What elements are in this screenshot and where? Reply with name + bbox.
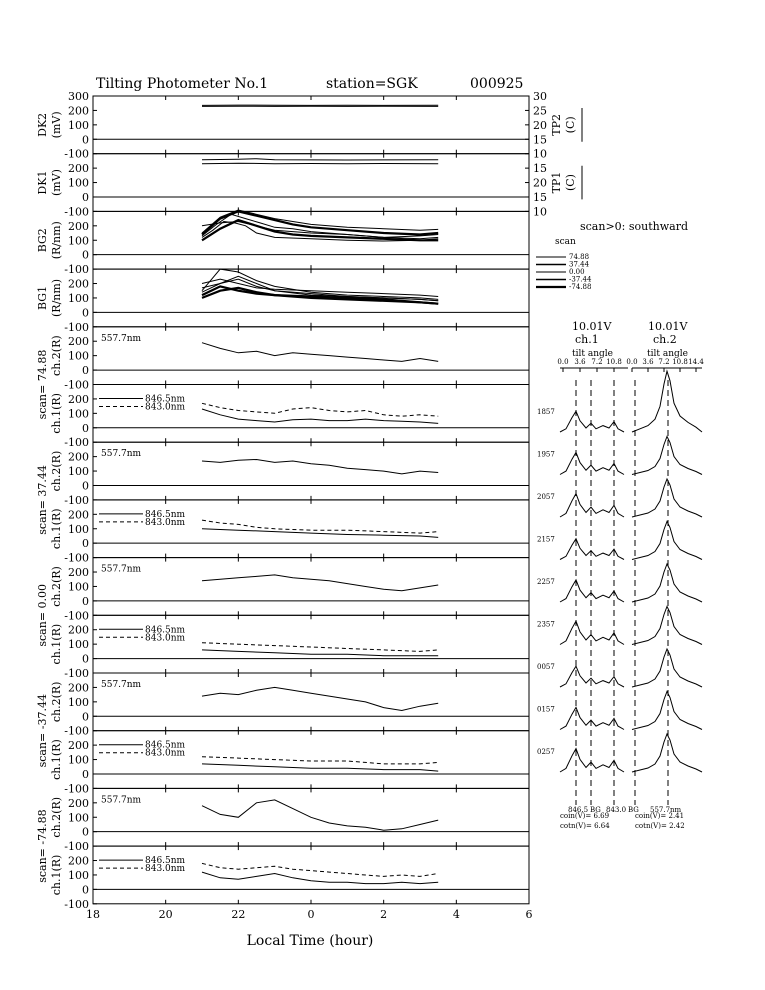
profile-time-label: 0157 xyxy=(537,705,555,714)
y-axis-label: ch.1(R) xyxy=(50,623,63,665)
panel-frame xyxy=(93,442,529,500)
legend-label-846: 846.5nm xyxy=(145,856,186,867)
y-tick-label: 100 xyxy=(68,465,89,479)
ch2-profile xyxy=(632,734,702,772)
profile-time-label: 2157 xyxy=(537,535,555,544)
y-tick-label: 200 xyxy=(68,335,89,349)
right-tick-label: 20 xyxy=(533,176,547,190)
profile-bottom-label: 843.0 xyxy=(606,806,627,814)
right-tick-label: 10 xyxy=(533,147,547,161)
y-tick-label: 0 xyxy=(82,133,89,147)
y-tick-label: 100 xyxy=(68,349,89,363)
y-tick-label: 0 xyxy=(82,710,89,724)
y-tick-label: 100 xyxy=(68,695,89,709)
time-axis xyxy=(86,908,533,921)
panel-frame xyxy=(93,846,529,904)
y-tick-label: 100 xyxy=(68,234,89,248)
scan-legend-entry: 37.44 xyxy=(569,260,590,269)
y-tick-label: -100 xyxy=(64,724,89,738)
profile-bottom-label: 846.5 xyxy=(568,806,589,814)
scan-legend-entry: 74.88 xyxy=(569,253,590,261)
y-axis-label: ch.2(R) xyxy=(50,450,63,492)
profile-bottom-label: 557.7nm xyxy=(650,806,682,814)
scan-legend-entry: -74.88 xyxy=(569,283,592,291)
y-tick-label: 0 xyxy=(82,594,89,608)
y-tick-label: -100 xyxy=(64,897,89,911)
legend-label-846: 846.5nm xyxy=(145,394,186,405)
scan-legend-title: scan>0: southward xyxy=(580,220,688,233)
y-tick-label: -100 xyxy=(64,147,89,161)
right-axis-unit: (C) xyxy=(564,116,577,134)
right-tick-label: 15 xyxy=(533,162,547,176)
ch2-profile xyxy=(632,522,702,560)
series-line xyxy=(202,403,438,416)
series-line xyxy=(202,163,438,164)
y-tick-label: 200 xyxy=(68,104,89,118)
y-tick-label: 0 xyxy=(82,652,89,666)
ch2-profile xyxy=(632,649,702,687)
y-axis-label: BG2 xyxy=(36,228,49,253)
wavelength-annotation: 557.7nm xyxy=(101,449,142,460)
y-axis-label: ch.1(R) xyxy=(50,508,63,550)
profile-bottom-label: BG xyxy=(628,806,639,814)
profile-time-label: 2357 xyxy=(537,620,555,629)
y-tick-label: 100 xyxy=(68,291,89,305)
series-line xyxy=(202,643,438,652)
y-tick-label: 100 xyxy=(68,407,89,421)
panel-dk1 xyxy=(36,154,582,219)
x-tick-label: 22 xyxy=(231,907,246,921)
wavelength-annotation: 557.7nm xyxy=(101,795,142,806)
legend-label-843: 843.0nm xyxy=(145,402,186,413)
series-line xyxy=(202,863,438,876)
series-line xyxy=(202,211,438,234)
scan-legend xyxy=(536,220,688,291)
profile-time-label: 0257 xyxy=(537,748,555,756)
y-tick-label: 0 xyxy=(82,190,89,204)
series-line xyxy=(202,575,438,591)
legend-label-843: 843.0nm xyxy=(145,864,186,875)
y-axis-label: ch.1(R) xyxy=(50,854,63,896)
y-axis-label: DK1 xyxy=(36,170,49,195)
panel-frame xyxy=(93,500,529,558)
ch2-tilt-tick: 10.8 xyxy=(672,358,688,366)
series-line xyxy=(202,800,438,830)
scan-group-label: scan= -37.44 xyxy=(36,694,49,768)
ch1-coefficient-1: coin(V)= 6.69 xyxy=(560,812,610,820)
profile-time-label: 1857 xyxy=(537,408,555,416)
y-tick-label: -100 xyxy=(64,263,89,277)
panel-frame xyxy=(93,96,529,154)
ch2-coefficient-1: coin(V)= 2.41 xyxy=(635,812,685,820)
figure-title: Tilting Photometer No.1 xyxy=(96,76,269,92)
x-tick-label: 6 xyxy=(525,907,533,921)
right-axis-label: TP1 xyxy=(550,171,563,194)
series-line xyxy=(202,764,438,771)
y-tick-label: 0 xyxy=(82,537,89,551)
y-axis-unit: (R/nm) xyxy=(50,278,63,317)
y-tick-label: 200 xyxy=(68,219,89,233)
y-tick-label: -100 xyxy=(64,320,89,334)
y-tick-label: -100 xyxy=(64,551,89,565)
y-axis-unit: (mV) xyxy=(50,169,63,197)
y-tick-label: 300 xyxy=(68,90,89,103)
y-tick-label: 200 xyxy=(68,854,89,868)
profile-time-label: 2057 xyxy=(537,493,555,501)
ch2-profile xyxy=(632,564,702,602)
panel-s3_ch2 xyxy=(36,558,529,647)
y-tick-label: 0 xyxy=(82,306,89,320)
ch2-label: ch.2 xyxy=(653,333,677,346)
panel-frame xyxy=(93,327,529,385)
ch1-axis-label: tilt angle xyxy=(572,349,613,359)
y-tick-label: 200 xyxy=(68,796,89,810)
series-line xyxy=(202,872,438,884)
y-tick-label: 200 xyxy=(68,162,89,176)
panel-s2_ch1 xyxy=(50,500,529,565)
ch2-profile xyxy=(632,692,702,730)
y-tick-label: 100 xyxy=(68,753,89,767)
panel-frame xyxy=(93,731,529,789)
ch1-tilt-tick: 10.8 xyxy=(606,358,622,366)
y-tick-label: 200 xyxy=(68,623,89,637)
right-axis-label: TP2 xyxy=(550,113,563,136)
y-tick-label: 200 xyxy=(68,277,89,291)
y-axis-label: ch.1(R) xyxy=(50,393,63,434)
series-line xyxy=(202,460,438,474)
y-tick-label: -100 xyxy=(64,493,89,507)
y-tick-label: 200 xyxy=(68,566,89,580)
right-tick-label: 20 xyxy=(533,118,547,132)
right-tick-label: 25 xyxy=(533,104,547,118)
panel-s1_ch2 xyxy=(36,327,529,420)
panel-frame xyxy=(93,558,529,616)
panel-frame xyxy=(93,615,529,673)
y-axis-label: ch.2(R) xyxy=(50,796,63,838)
y-tick-label: 200 xyxy=(68,681,89,695)
ch1-tilt-tick: 7.2 xyxy=(591,358,603,366)
panel-stack xyxy=(36,90,582,911)
legend-label-846: 846.5nm xyxy=(145,509,186,520)
right-tick-label: 15 xyxy=(533,133,547,147)
y-tick-label: 0 xyxy=(82,767,89,781)
x-tick-label: 0 xyxy=(307,907,315,921)
right-tick-label: 10 xyxy=(533,205,547,219)
x-tick-label: 2 xyxy=(380,907,388,921)
y-tick-label: 0 xyxy=(82,421,89,435)
panel-bg1 xyxy=(36,269,529,334)
y-tick-label: -100 xyxy=(64,205,89,219)
x-tick-label: 4 xyxy=(452,907,460,921)
y-axis-label: ch.2(R) xyxy=(50,681,63,723)
series-line xyxy=(202,650,438,656)
y-tick-label: 0 xyxy=(82,479,89,493)
profile-time-label: 2257 xyxy=(537,578,555,586)
y-tick-label: 100 xyxy=(68,118,89,132)
y-tick-label: -100 xyxy=(64,667,89,680)
panel-s4_ch2 xyxy=(36,673,529,767)
profile-time-label: 0057 xyxy=(537,663,555,671)
ch2-tilt-tick: 14.4 xyxy=(688,358,704,366)
scan-group-label: scan= 74.88 xyxy=(36,349,49,420)
ch2-tilt-tick: 7.2 xyxy=(658,358,670,366)
legend-label-846: 846.5nm xyxy=(145,740,186,751)
x-axis-label: Local Time (hour) xyxy=(246,933,374,949)
ch1-tilt-tick: 0.0 xyxy=(557,358,569,366)
ch2-axis-label: tilt angle xyxy=(647,349,688,359)
y-tick-label: 100 xyxy=(68,580,89,594)
y-tick-label: 0 xyxy=(82,248,89,262)
x-tick-label: 18 xyxy=(86,907,100,921)
panel-dk2 xyxy=(36,90,582,161)
right-tick-label: 30 xyxy=(533,90,547,103)
date-label: 000925 xyxy=(470,76,524,92)
ch2-coefficient-2: cotn(V)= 2.42 xyxy=(635,822,685,830)
panel-frame xyxy=(93,673,529,731)
y-tick-label: -100 xyxy=(64,436,89,450)
y-axis-label: ch.2(R) xyxy=(50,335,63,376)
legend-label-843: 843.0nm xyxy=(145,517,186,528)
profile-time-label: 1957 xyxy=(537,450,555,459)
ch1-coefficient-2: cotn(V)= 6.64 xyxy=(560,822,610,830)
y-tick-label: 0 xyxy=(82,364,89,378)
y-axis-unit: (R/nm) xyxy=(50,221,63,260)
station-label: station=SGK xyxy=(326,76,418,92)
y-tick-label: 100 xyxy=(68,176,89,190)
ch2-profile xyxy=(632,371,702,432)
y-tick-label: 100 xyxy=(68,522,89,536)
ch1-scale: 10.01V xyxy=(572,320,612,333)
y-tick-label: 200 xyxy=(68,450,89,464)
panel-s5_ch1 xyxy=(50,846,529,911)
series-line xyxy=(202,687,438,710)
y-axis-unit: (mV) xyxy=(50,111,63,139)
panel-frame xyxy=(93,211,529,269)
y-axis-label: ch.2(R) xyxy=(50,566,63,607)
wavelength-annotation: 557.7nm xyxy=(101,564,142,575)
scan-group-label: scan= -74.88 xyxy=(36,809,49,883)
ch2-profile xyxy=(632,607,702,645)
series-line xyxy=(202,529,438,538)
y-axis-label: BG1 xyxy=(36,285,49,310)
y-axis-label: DK2 xyxy=(36,112,49,137)
y-tick-label: 0 xyxy=(82,883,89,897)
profile-bottom-label: BG xyxy=(590,806,601,814)
scan-legend-header: scan xyxy=(555,237,576,247)
tilt-profiles xyxy=(537,320,704,830)
panel-s3_ch1 xyxy=(50,615,529,680)
legend-label-843: 843.0nm xyxy=(145,748,186,759)
series-line xyxy=(202,343,438,362)
y-tick-label: 100 xyxy=(68,638,89,652)
panel-s2_ch2 xyxy=(36,442,529,535)
panel-s5_ch2 xyxy=(36,788,529,882)
y-tick-label: 100 xyxy=(68,868,89,882)
panel-frame xyxy=(93,154,529,212)
ch2-profile xyxy=(632,479,702,517)
series-line xyxy=(202,520,438,533)
legend-label-846: 846.5nm xyxy=(145,625,186,636)
right-tick-label: 15 xyxy=(533,190,547,204)
scan-legend-entry: 0.00 xyxy=(569,268,585,276)
series-line xyxy=(202,159,438,160)
y-tick-label: 200 xyxy=(68,392,89,406)
y-tick-label: -100 xyxy=(64,782,89,796)
scan-group-label: scan= 37.44 xyxy=(36,465,49,535)
panel-s4_ch1 xyxy=(50,731,529,796)
y-tick-label: -100 xyxy=(64,609,89,623)
series-line xyxy=(202,757,438,764)
panel-s1_ch1 xyxy=(50,385,529,450)
wavelength-annotation: 557.7nm xyxy=(101,680,142,690)
y-tick-label: -100 xyxy=(64,840,89,854)
y-tick-label: 100 xyxy=(68,811,89,825)
y-tick-label: 0 xyxy=(82,825,89,839)
x-tick-label: 20 xyxy=(158,907,173,921)
ch2-scale: 10.01V xyxy=(648,320,688,333)
wavelength-annotation: 557.7nm xyxy=(101,333,142,344)
ch2-tilt-tick: 0.0 xyxy=(626,358,638,366)
y-tick-label: 200 xyxy=(68,739,89,753)
scan-group-label: scan= 0.00 xyxy=(36,583,49,647)
ch2-profile xyxy=(632,437,702,475)
y-tick-label: -100 xyxy=(64,378,89,392)
ch2-tilt-tick: 3.6 xyxy=(642,358,654,366)
y-tick-label: 200 xyxy=(68,508,89,522)
ch1-tilt-tick: 3.6 xyxy=(574,358,586,366)
panel-frame xyxy=(93,385,529,443)
right-axis-unit: (C) xyxy=(564,174,577,192)
ch1-label: ch.1 xyxy=(575,333,599,346)
y-axis-label: ch.1(R) xyxy=(50,739,63,780)
legend-label-843: 843.0nm xyxy=(145,633,186,644)
panel-bg2 xyxy=(36,210,529,276)
scan-legend-entry: -37.44 xyxy=(569,275,592,284)
